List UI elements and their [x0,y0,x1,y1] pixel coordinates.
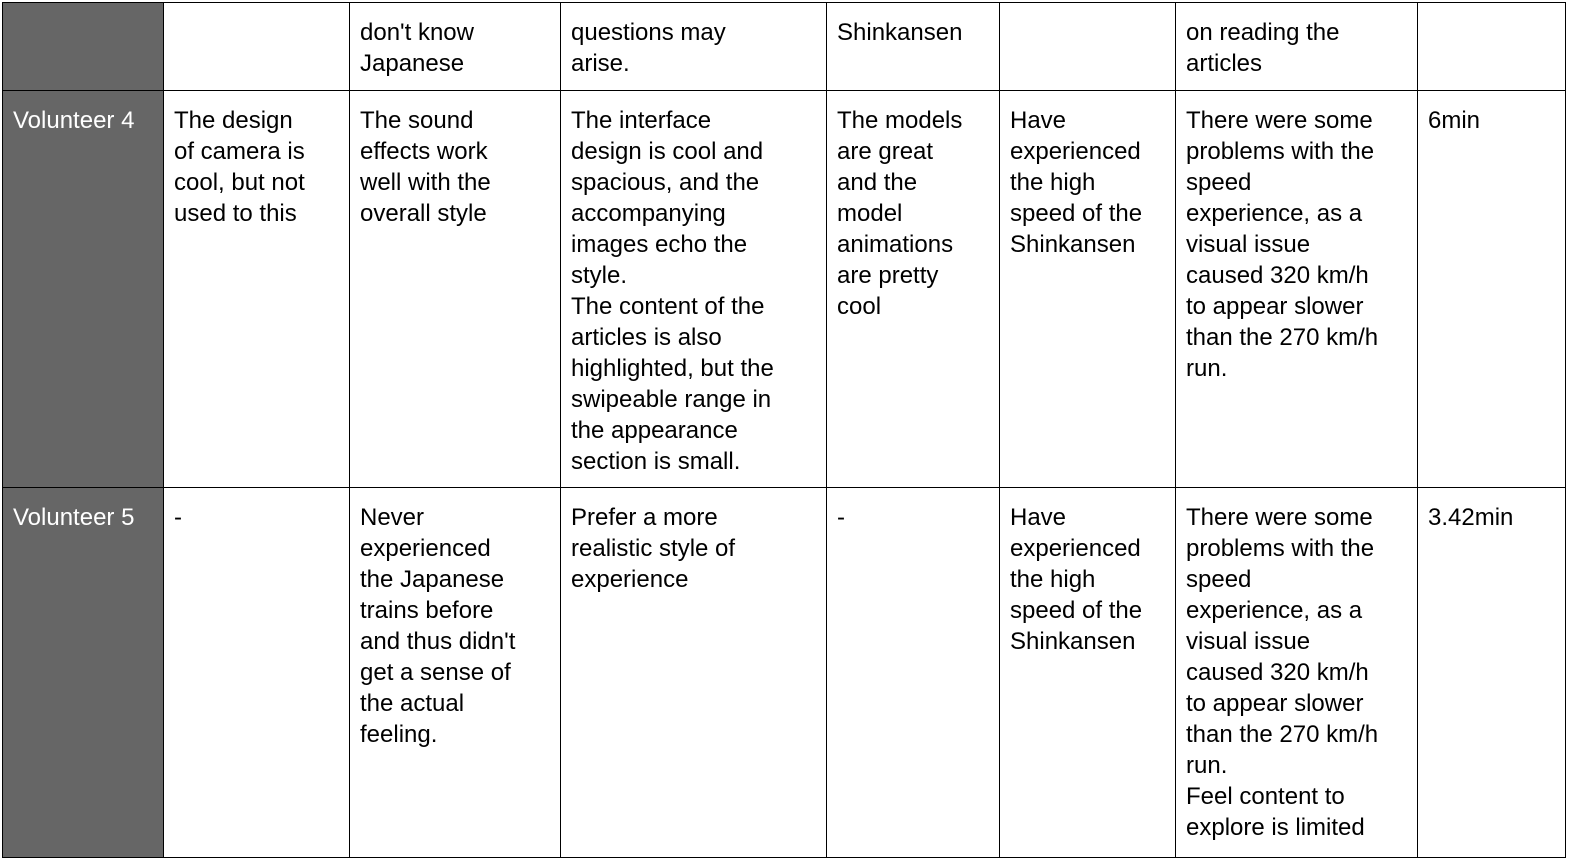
table-row [3,91,1566,488]
row-label: Volunteer 5 [3,488,164,858]
table-cell: Have experienced the high speed of the Shinkansen [1000,488,1176,858]
table-cell: The sound effects work well with the overall style [350,91,561,488]
feedback-table [2,2,1566,858]
table-cell: Never experienced the Japanese trains before and thus didn't get a sense of the actual feeling. [350,488,561,858]
table-cell: - [164,488,350,858]
table-cell: Prefer a more realistic style of experience [561,488,827,858]
table-cell: The models are great and the model animations are pretty cool [827,91,1000,488]
table-cell [1418,3,1566,91]
table-row [3,488,1566,858]
row-label: Volunteer 4 [3,91,164,488]
table-cell: The interface design is cool and spacious, and the accompanying images echo the style. The content of the articles is also highlighted, but the swipeable range in the appearance section is small. [561,91,827,488]
table-cell: on reading the articles [1176,3,1418,91]
table-cell [1000,3,1176,91]
table-cell [164,3,350,91]
table-cell: - [827,488,1000,858]
table-cell: There were some problems with the speed experience, as a visual issue caused 320 km/h to appear slower than the 270 km/h run. Feel content to explore is limited [1176,488,1418,858]
table-cell: Shinkansen [827,3,1000,91]
table-cell: 6min [1418,91,1566,488]
table-cell: There were some problems with the speed experience, as a visual issue caused 320 km/h to appear slower than the 270 km/h run. [1176,91,1418,488]
table-cell: don't know Japanese [350,3,561,91]
table-row [3,3,1566,91]
table-cell: 3.42min [1418,488,1566,858]
table-cell: Have experienced the high speed of the Shinkansen [1000,91,1176,488]
row-label [3,3,164,91]
table-cell: questions may arise. [561,3,827,91]
table-cell: The design of camera is cool, but not used to this [164,91,350,488]
